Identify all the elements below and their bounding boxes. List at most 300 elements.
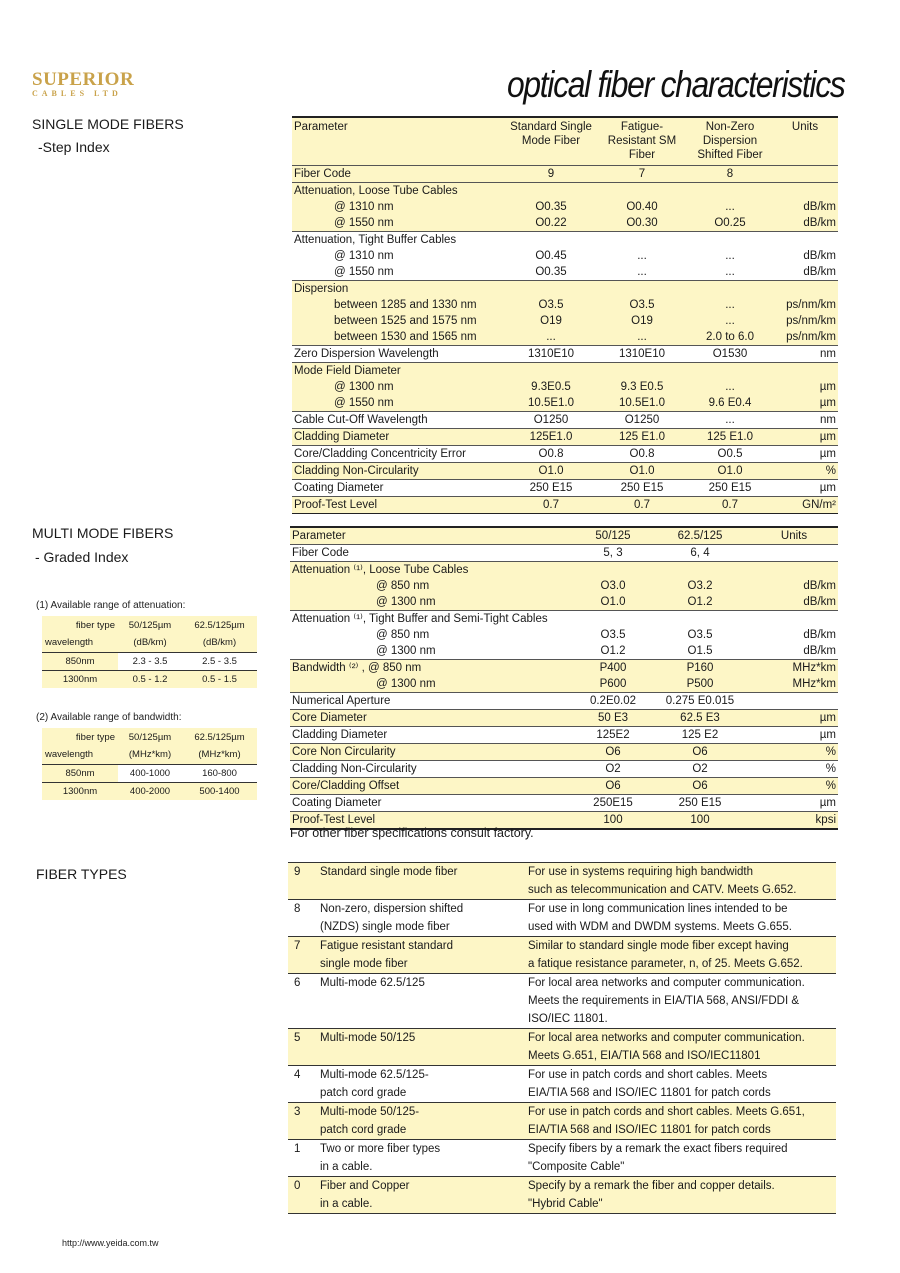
cell-value: 125E1.0 — [506, 428, 596, 445]
table-row — [292, 479, 838, 496]
table-row — [290, 778, 838, 795]
cell: fiber type — [42, 616, 118, 634]
cell-value — [506, 280, 596, 297]
cell-value: O0.22 — [506, 215, 596, 232]
row-label: between 1525 and 1575 nm — [292, 313, 506, 329]
cell-value: 1310E10 — [506, 345, 596, 362]
fiber-type-description-line: a fatique resistance parameter, n, of 25. Meets G.652. — [528, 958, 803, 970]
header-standard-sm: Standard Single Mode Fiber — [506, 117, 596, 165]
table-row — [290, 676, 838, 693]
fiber-type-description — [522, 937, 836, 974]
fiber-type-name — [316, 863, 522, 900]
header-units: Units — [772, 117, 838, 165]
cell-value: 9.3 E0.5 — [596, 379, 688, 395]
cell-value — [596, 231, 688, 248]
row-label: Attenuation ⁽¹⁾, Loose Tube Cables — [290, 562, 576, 579]
cell-value: O3.2 — [650, 578, 750, 594]
cell-value — [596, 182, 688, 199]
row-label: Attenuation ⁽¹⁾, Tight Buffer and Semi-Tight Cables — [290, 611, 576, 628]
fiber-type-description-line: For local area networks and computer communication. — [528, 977, 805, 989]
cell-value: 9.6 E0.4 — [688, 395, 772, 412]
cell: 50/125µm — [118, 728, 182, 746]
fiber-type-description — [522, 863, 836, 900]
cell-value: O3.5 — [596, 297, 688, 313]
cell-value: 0.7 — [596, 496, 688, 513]
table-row — [290, 611, 838, 628]
cell-value: 0.7 — [506, 496, 596, 513]
header-parameter: Parameter — [292, 117, 506, 165]
cell-value: O2 — [650, 761, 750, 778]
row-label: Attenuation, Tight Buffer Cables — [292, 231, 506, 248]
cell-value: 10.5E1.0 — [596, 395, 688, 412]
fiber-type-name-line: Non-zero, dispersion shifted — [320, 903, 464, 915]
cell-value: O1.5 — [687, 645, 713, 657]
cell-value: 125 E1.0 — [596, 428, 688, 445]
fiber-type-name-line: Fiber and Copper — [320, 1180, 410, 1192]
cell-value: ... — [506, 329, 596, 346]
cell-value: O2 — [576, 761, 650, 778]
cell-value: 62.5 E3 — [650, 710, 750, 727]
fiber-type-name — [316, 1177, 522, 1214]
row-label: Numerical Aperture — [290, 693, 576, 710]
cell-unit: dB/km — [772, 215, 838, 232]
cell-value: O0.8 — [506, 445, 596, 462]
fiber-type-description-line: EIA/TIA 568 and ISO/IEC 11801 for patch cords — [528, 1087, 771, 1099]
table-row — [292, 496, 838, 513]
cell: wavelength — [42, 634, 118, 652]
single-mode-subheading: -Step Index — [38, 139, 110, 155]
fiber-type-description-line: Specify fibers by a remark the exact fibers required — [528, 1143, 788, 1155]
row-label: @ 1550 nm — [292, 215, 506, 232]
cell-value: 8 — [688, 165, 772, 182]
cell: 2.5 - 3.5 — [182, 652, 257, 670]
table-row — [290, 744, 838, 761]
cell-value: O0.30 — [596, 215, 688, 232]
cell-value — [596, 280, 688, 297]
fiber-type-name-line: in a cable. — [320, 1161, 373, 1173]
cell-value: 1310E10 — [596, 345, 688, 362]
cell-unit: ps/nm/km — [772, 313, 838, 329]
cell-value: 0.275 E0.015 — [650, 693, 750, 710]
cell: fiber type — [42, 728, 118, 746]
fiber-type-name — [316, 1103, 522, 1140]
cell-unit — [750, 562, 838, 579]
cell-unit — [750, 611, 838, 628]
cell-unit: dB/km — [750, 594, 838, 611]
row-label: Bandwidth ⁽²⁾ , @ 850 nm — [290, 660, 576, 677]
cell-unit: ps/nm/km — [772, 297, 838, 313]
cell-unit: nm — [772, 411, 838, 428]
table-row — [292, 297, 838, 313]
table-row — [290, 727, 838, 744]
fiber-type-name-line: in a cable. — [320, 1198, 373, 1210]
fiber-type-name — [316, 974, 522, 1029]
cell-value: O1.2 — [600, 645, 626, 657]
cell-value: ... — [725, 265, 735, 278]
table-row — [292, 264, 838, 281]
cell-value: O0.45 — [535, 249, 567, 262]
row-label: Cable Cut-Off Wavelength — [292, 411, 506, 428]
fiber-type-name-line — [320, 992, 518, 1010]
table-row — [292, 329, 838, 346]
row-label: Mode Field Diameter — [292, 362, 506, 379]
fiber-type-name-line: (NZDS) single mode fiber — [320, 921, 450, 933]
cell-unit — [750, 693, 838, 710]
cell-unit: kpsi — [750, 812, 838, 830]
fiber-type-description — [522, 1177, 836, 1214]
cell-value: O19 — [506, 313, 596, 329]
table-row — [290, 562, 838, 579]
fiber-type-row — [288, 1140, 836, 1177]
row-label: Core Non Circularity — [290, 744, 576, 761]
cell-unit — [750, 545, 838, 562]
cell-unit — [772, 182, 838, 199]
cell: 0.5 - 1.5 — [182, 670, 257, 688]
cell-value: ... — [596, 329, 688, 346]
cell: 500-1400 — [182, 782, 257, 800]
header-fatigue-resistant: Fatigue-Resistant SM Fiber — [596, 117, 688, 165]
row-label: @ 850 nm — [290, 578, 576, 594]
cell: 400-1000 — [118, 764, 182, 782]
fiber-type-description-line: Meets the requirements in EIA/TIA 568, ANSI/FDDI & — [528, 995, 800, 1007]
fiber-type-description-line: For use in patch cords and short cables. Meets G.651, — [528, 1106, 805, 1118]
row-label: Fiber Code — [290, 545, 576, 562]
cell-unit — [772, 165, 838, 182]
cell: (dB/km) — [182, 634, 257, 652]
cell-value: ... — [637, 249, 647, 262]
fiber-type-row — [288, 974, 836, 1029]
fiber-type-description — [522, 974, 836, 1029]
cell-value: ... — [688, 199, 772, 215]
cell: (MHz*km) — [118, 746, 182, 764]
table-row — [290, 545, 838, 562]
row-label: @ 1550 nm — [334, 265, 394, 278]
cell-value: ... — [688, 379, 772, 395]
table-row — [290, 594, 838, 611]
fiber-type-code: 4 — [294, 1069, 301, 1081]
cell-value: O3.5 — [687, 629, 713, 641]
cell-value: O0.40 — [596, 199, 688, 215]
row-label: Coating Diameter — [292, 479, 506, 496]
fiber-type-description-line: For local area networks and computer communication. — [528, 1032, 805, 1044]
fiber-type-description-line: For use in patch cords and short cables. Meets — [528, 1069, 768, 1081]
cell-value: O3.5 — [506, 297, 596, 313]
single-mode-table — [292, 116, 838, 514]
cell-unit: µm — [772, 479, 838, 496]
row-label: @ 1300 nm — [292, 379, 506, 395]
fiber-type-description-line: Similar to standard single mode fiber except having — [528, 940, 789, 952]
cell-value: O1530 — [688, 345, 772, 362]
header-50-125: 50/125 — [576, 527, 650, 545]
table-row — [292, 280, 838, 297]
table-row — [292, 199, 838, 215]
table-row — [292, 362, 838, 379]
cell-value: 50 E3 — [576, 710, 650, 727]
row-label: Core Diameter — [290, 710, 576, 727]
cell-unit: % — [750, 778, 838, 795]
fiber-type-name — [316, 1140, 522, 1177]
table-row — [290, 795, 838, 812]
fiber-type-name — [316, 1066, 522, 1103]
factory-note: For other fiber specifications consult factory. — [290, 826, 534, 840]
cell-unit: dB/km — [750, 578, 838, 594]
fiber-type-description-line: For use in systems requiring high bandwidth — [528, 866, 754, 878]
fiber-type-description — [522, 1140, 836, 1177]
cell-unit: dB/km — [803, 645, 836, 657]
cell-value: O1.2 — [650, 594, 750, 611]
row-label: Zero Dispersion Wavelength — [292, 345, 506, 362]
logo-text-top: SUPERIOR — [32, 69, 135, 90]
fiber-type-description-line: such as telecommunication and CATV. Meets G.652. — [528, 884, 797, 896]
cell: (MHz*km) — [182, 746, 257, 764]
fiber-type-name-line: patch cord grade — [320, 1087, 407, 1099]
cell-value: ... — [688, 297, 772, 313]
cell-unit: MHz*km — [750, 676, 838, 693]
row-label: @ 1310 nm — [292, 199, 506, 215]
table-row — [290, 710, 838, 727]
cell: 160-800 — [182, 764, 257, 782]
attenuation-range-table — [42, 616, 257, 688]
row-label: Cladding Non-Circularity — [292, 462, 506, 479]
cell-value — [596, 362, 688, 379]
cell-value: 100 — [576, 812, 650, 830]
cell-value: O6 — [650, 778, 750, 795]
fiber-type-name-line: Multi-mode 50/125 — [320, 1032, 416, 1044]
table-header-row — [290, 527, 838, 545]
cell-value: O0.35 — [535, 265, 567, 278]
cell-value: O0.25 — [688, 215, 772, 232]
cell-value — [576, 562, 650, 579]
header-parameter: Parameter — [290, 527, 576, 545]
row-label: Cladding Non-Circularity — [290, 761, 576, 778]
cell-unit: dB/km — [803, 249, 836, 262]
cell-value — [688, 182, 772, 199]
cell: 850nm — [42, 764, 118, 782]
cell: 1300nm — [42, 670, 118, 688]
fiber-type-name-line: single mode fiber — [320, 958, 408, 970]
company-logo — [32, 69, 135, 106]
cell-value — [576, 611, 650, 628]
cell-value: 9.3E0.5 — [506, 379, 596, 395]
cell-unit: dB/km — [772, 199, 838, 215]
table-row — [292, 428, 838, 445]
cell-value — [506, 362, 596, 379]
cell-value: 250 E15 — [596, 479, 688, 496]
cell-unit: ps/nm/km — [772, 329, 838, 346]
cell-value: O0.35 — [506, 199, 596, 215]
table-row — [292, 395, 838, 412]
row-label: between 1530 and 1565 nm — [292, 329, 506, 346]
fiber-type-code: 3 — [288, 1103, 316, 1140]
cell-unit: µm — [750, 795, 838, 812]
cell-value: O1.0 — [596, 462, 688, 479]
cell-value: ... — [688, 411, 772, 428]
table-row — [290, 693, 838, 710]
table-row — [292, 345, 838, 362]
cell-value — [506, 182, 596, 199]
row-label: @ 1300 nm — [290, 594, 576, 611]
fiber-type-code: 9 — [288, 863, 316, 900]
cell-value: 9 — [506, 165, 596, 182]
fiber-type-name — [316, 900, 522, 937]
fiber-type-description-line: used with WDM and DWDM systems. Meets G.655. — [528, 921, 792, 933]
cell-value: O1250 — [506, 411, 596, 428]
cell-value — [688, 231, 772, 248]
row-label: Dispersion — [292, 280, 506, 297]
page-title: optical fiber characteristics — [506, 64, 844, 105]
fiber-type-code: 0 — [288, 1177, 316, 1214]
fiber-type-code: 7 — [288, 937, 316, 974]
cell-value: 100 — [650, 812, 750, 830]
cell-value: O6 — [576, 778, 650, 795]
cell-value: O1250 — [596, 411, 688, 428]
row-label: Proof-Test Level — [292, 496, 506, 513]
row-label: @ 850 nm — [376, 629, 430, 641]
cell-unit — [772, 280, 838, 297]
cell-value: 250 E15 — [506, 479, 596, 496]
cell-value: 125E2 — [576, 727, 650, 744]
fiber-type-name-line: Standard single mode fiber — [320, 866, 458, 878]
table-row — [292, 379, 838, 395]
header-units: Units — [750, 527, 838, 545]
row-label: Core/Cladding Concentricity Error — [292, 445, 506, 462]
cell: (dB/km) — [118, 634, 182, 652]
cell-value: O3.5 — [600, 629, 626, 641]
cell-unit: % — [750, 761, 838, 778]
table-row — [292, 165, 838, 182]
table-row — [290, 627, 838, 643]
table-row — [290, 643, 838, 660]
row-label: @ 1550 nm — [292, 395, 506, 412]
cell-value: P160 — [650, 660, 750, 677]
fiber-type-name-line: Multi-mode 50/125- — [320, 1106, 420, 1118]
row-label: Proof-Test Level — [290, 812, 576, 830]
cell-unit: µm — [750, 710, 838, 727]
cell: 62.5/125µm — [182, 616, 257, 634]
table-row — [292, 182, 838, 199]
cell-value: P400 — [576, 660, 650, 677]
cell-value: O0.8 — [596, 445, 688, 462]
header-62-5-125: 62.5/125 — [650, 527, 750, 545]
fiber-type-name — [316, 1029, 522, 1066]
cell-value — [650, 611, 750, 628]
fiber-type-name-line — [320, 881, 518, 899]
fiber-type-description — [522, 900, 836, 937]
cell-value: 2.0 to 6.0 — [688, 329, 772, 346]
table-row — [290, 578, 838, 594]
table-row — [292, 462, 838, 479]
row-label: Attenuation, Loose Tube Cables — [292, 182, 506, 199]
cell-unit: µm — [750, 727, 838, 744]
fiber-type-row — [288, 1177, 836, 1214]
cell-value: 125 E1.0 — [688, 428, 772, 445]
fiber-type-description-line: "Hybrid Cable" — [528, 1198, 603, 1210]
table-row — [292, 231, 838, 248]
fiber-type-description-line: EIA/TIA 568 and ISO/IEC 11801 for patch cords — [528, 1124, 771, 1136]
cell-unit: % — [750, 744, 838, 761]
table-row — [292, 411, 838, 428]
attenuation-range-title: (1) Available range of attenuation: — [36, 600, 186, 611]
table-header-row — [292, 117, 838, 165]
fiber-type-name — [316, 937, 522, 974]
cell-value — [688, 280, 772, 297]
header-nonzero-ds: Non-Zero Dispersion Shifted Fiber — [688, 117, 772, 165]
cell: 2.3 - 3.5 — [118, 652, 182, 670]
fiber-type-row — [288, 900, 836, 937]
fiber-type-name-line: patch cord grade — [320, 1124, 407, 1136]
cell-value: P600 — [576, 676, 650, 693]
row-label: Fiber Code — [292, 165, 506, 182]
fiber-type-name-line: Multi-mode 62.5/125 — [320, 977, 425, 989]
row-label: @ 1310 nm — [334, 249, 394, 262]
cell: wavelength — [42, 746, 118, 764]
cell-unit: dB/km — [803, 265, 836, 278]
fiber-type-description — [522, 1103, 836, 1140]
fiber-type-row — [288, 1029, 836, 1066]
row-label: @ 1300 nm — [290, 676, 576, 693]
row-label: Cladding Diameter — [290, 727, 576, 744]
cell-value — [650, 562, 750, 579]
cell-value: O3.0 — [576, 578, 650, 594]
cell-value: O0.5 — [688, 445, 772, 462]
table-row — [292, 313, 838, 329]
fiber-type-row — [288, 937, 836, 974]
cell-value: O19 — [596, 313, 688, 329]
row-label: Cladding Diameter — [292, 428, 506, 445]
cell-value: O6 — [650, 744, 750, 761]
cell-unit: µm — [772, 395, 838, 412]
cell-value — [506, 231, 596, 248]
fiber-type-name-line: Two or more fiber types — [320, 1143, 441, 1155]
cell-value: 5, 3 — [576, 545, 650, 562]
table-row — [292, 248, 838, 264]
cell-unit: µm — [772, 428, 838, 445]
multi-mode-heading: MULTI MODE FIBERS — [32, 525, 174, 541]
fiber-type-name-line — [320, 1047, 518, 1065]
cell-unit: % — [772, 462, 838, 479]
cell-value: 0.7 — [688, 496, 772, 513]
cell-value: ... — [637, 265, 647, 278]
row-label: Core/Cladding Offset — [290, 778, 576, 795]
multi-mode-subheading: - Graded Index — [35, 549, 129, 565]
cell-value: 10.5E1.0 — [506, 395, 596, 412]
fiber-type-description — [522, 1029, 836, 1066]
table-row — [290, 761, 838, 778]
cell-value: 125 E2 — [650, 727, 750, 744]
cell-unit — [772, 362, 838, 379]
cell: 62.5/125µm — [182, 728, 257, 746]
cell-value: 250 E15 — [688, 479, 772, 496]
row-label: between 1285 and 1330 nm — [292, 297, 506, 313]
cell-value: O1.0 — [506, 462, 596, 479]
cell-unit: µm — [772, 445, 838, 462]
fiber-types-table — [288, 862, 836, 1214]
cell-value: O1.0 — [576, 594, 650, 611]
cell-value: 0.2E0.02 — [576, 693, 650, 710]
cell-value: O1.0 — [688, 462, 772, 479]
single-mode-heading: SINGLE MODE FIBERS — [32, 116, 184, 132]
fiber-type-description-line: Specify by a remark the fiber and copper details. — [528, 1180, 775, 1192]
cell-value: 250E15 — [576, 795, 650, 812]
table-row — [292, 445, 838, 462]
fiber-type-name-line: Fatigue resistant standard — [320, 940, 453, 952]
row-label: Coating Diameter — [290, 795, 576, 812]
fiber-type-description-line: Meets G.651, EIA/TIA 568 and ISO/IEC11801 — [528, 1050, 761, 1062]
fiber-type-code: 8 — [294, 903, 301, 915]
fiber-type-row — [288, 1066, 836, 1103]
cell-value: 7 — [596, 165, 688, 182]
fiber-type-description-line: ISO/IEC 11801. — [528, 1013, 608, 1025]
